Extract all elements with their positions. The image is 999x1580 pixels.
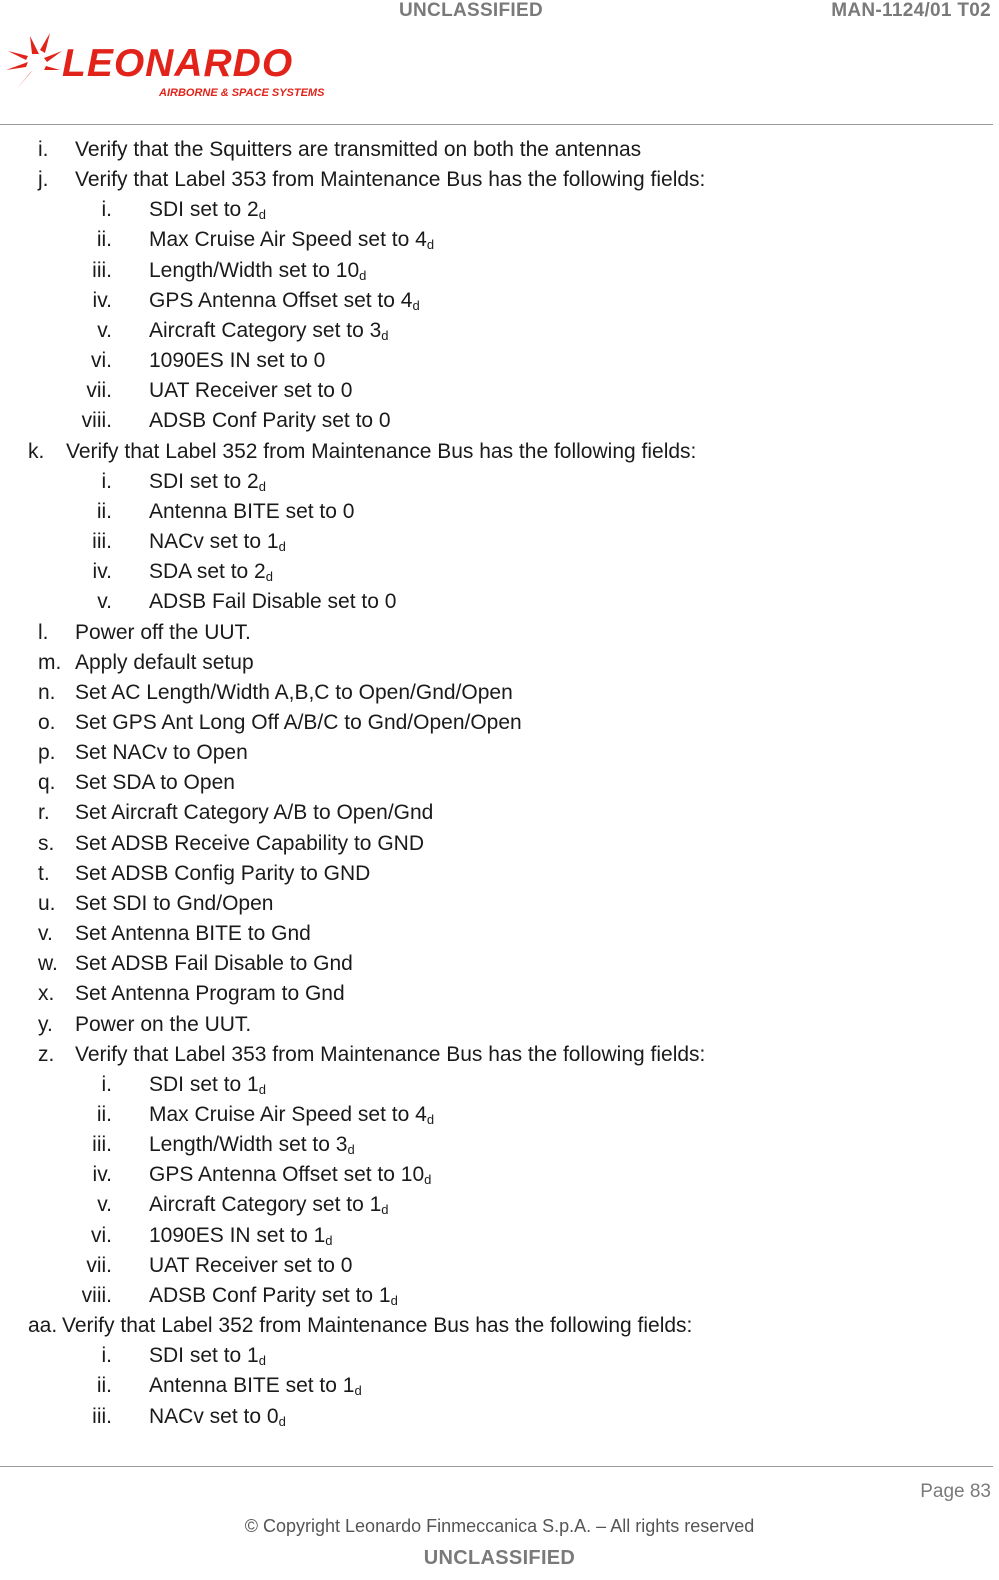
step-text: Set GPS Ant Long Off A/B/C to Gnd/Open/Open bbox=[75, 710, 522, 734]
leonardo-logo bbox=[2, 30, 332, 102]
substep-marker: vi. bbox=[91, 349, 112, 373]
step-l bbox=[0, 618, 993, 648]
substep bbox=[0, 1251, 993, 1281]
step-j bbox=[0, 165, 993, 195]
substep-marker: ii. bbox=[96, 228, 112, 252]
step-k bbox=[0, 437, 993, 467]
substep-marker: viii. bbox=[81, 1283, 112, 1307]
substep-marker: ii. bbox=[96, 1374, 112, 1398]
step-text: Set SDA to Open bbox=[75, 771, 235, 795]
substep-text: GPS Antenna Offset set to $4_d$ bbox=[149, 288, 420, 313]
substep-marker: iii. bbox=[92, 1404, 112, 1428]
substep-marker: v. bbox=[97, 590, 112, 614]
substep-text: Length/Width set to $10_d$ bbox=[149, 258, 367, 283]
substep-marker: iii. bbox=[92, 530, 112, 554]
substep bbox=[0, 467, 993, 497]
substep bbox=[0, 1100, 993, 1130]
substep-text: SDI set to $2_d$ bbox=[149, 198, 266, 223]
substep bbox=[0, 406, 993, 436]
step-marker: w. bbox=[38, 952, 58, 976]
substep-marker: v. bbox=[97, 318, 112, 342]
step-r bbox=[0, 798, 993, 828]
substep-marker: iv. bbox=[92, 288, 112, 312]
footer-classification: UNCLASSIFIED bbox=[423, 1547, 576, 1569]
step-y bbox=[0, 1010, 993, 1040]
substep bbox=[0, 557, 993, 587]
substep-marker: i. bbox=[101, 198, 112, 222]
substep bbox=[0, 1281, 993, 1311]
step-marker: x. bbox=[38, 982, 55, 1006]
substep-text: Aircraft Category set to $1_d$ bbox=[149, 1193, 389, 1218]
step-marker: i. bbox=[38, 138, 49, 161]
step-text: Set Antenna Program to Gnd bbox=[75, 982, 345, 1006]
step-text: Set ADSB Config Parity to GND bbox=[75, 861, 371, 885]
step-marker: r. bbox=[38, 801, 50, 825]
step-aa bbox=[0, 1311, 993, 1341]
substep-marker: iii. bbox=[92, 258, 112, 282]
substep-marker: vii. bbox=[86, 1253, 112, 1277]
step-marker: k. bbox=[28, 439, 45, 463]
procedure-steps bbox=[0, 135, 993, 1432]
step-marker: j. bbox=[38, 168, 49, 192]
step-marker: t. bbox=[38, 861, 50, 885]
substep-text: Length/Width set to $3_d$ bbox=[149, 1133, 355, 1158]
substep-text: Antenna BITE set to $1_d$ bbox=[149, 1374, 362, 1399]
step-marker: n. bbox=[38, 680, 56, 704]
step-n bbox=[0, 678, 993, 708]
substep bbox=[0, 376, 993, 406]
step-u bbox=[0, 889, 993, 919]
step-text: Verify that Label 352 from Maintenance Bus has the following fields: bbox=[66, 439, 697, 463]
step-text: Set SDI to Gnd/Open bbox=[75, 891, 274, 915]
step-x bbox=[0, 979, 993, 1009]
substep bbox=[0, 195, 993, 225]
step-marker: v. bbox=[38, 922, 53, 946]
footer-rule bbox=[0, 1466, 993, 1467]
step-text: Verify that Label 353 from Maintenance Bus has the following fields: bbox=[75, 168, 706, 192]
substep-marker: i. bbox=[101, 1072, 112, 1096]
substep bbox=[0, 256, 993, 286]
document-id: MAN-1124/01 T02 bbox=[831, 0, 991, 21]
step-text: Power off the UUT. bbox=[75, 620, 251, 644]
substep bbox=[0, 497, 993, 527]
substep-marker: i. bbox=[101, 1344, 112, 1368]
substep-text: 1090ES IN set to $1_d$ bbox=[149, 1223, 333, 1248]
substep-text: Max Cruise Air Speed set to $4_d$ bbox=[149, 1103, 435, 1127]
substep bbox=[0, 1190, 993, 1220]
substep-marker: iv. bbox=[92, 560, 112, 584]
step-text: Set ADSB Fail Disable to Gnd bbox=[75, 952, 353, 976]
substep bbox=[0, 1160, 993, 1190]
header-rule bbox=[0, 124, 993, 125]
step-text: Set NACv to Open bbox=[75, 741, 248, 765]
substep bbox=[0, 286, 993, 316]
substep bbox=[0, 1341, 993, 1371]
substep-text: GPS Antenna Offset set to $10_d$ bbox=[149, 1163, 432, 1188]
substep-text: ADSB Conf Parity set to 0 bbox=[149, 409, 391, 433]
step-q bbox=[0, 768, 993, 798]
substep-marker: v. bbox=[97, 1193, 112, 1217]
substep-marker: iii. bbox=[92, 1133, 112, 1157]
substep-text: SDI set to $2_d$ bbox=[149, 469, 266, 494]
substep bbox=[0, 587, 993, 617]
logo-wordmark: LEONARDO bbox=[62, 42, 294, 85]
substep-text: SDI set to $1_d$ bbox=[149, 1344, 266, 1369]
substep-text: ADSB Fail Disable set to 0 bbox=[149, 590, 397, 614]
substep bbox=[0, 1070, 993, 1100]
substep-text: Max Cruise Air Speed set to $4_d$ bbox=[149, 228, 435, 253]
substep bbox=[0, 527, 993, 557]
logo-tagline: AIRBORNE & SPACE SYSTEMS bbox=[159, 87, 325, 99]
step-marker: q. bbox=[38, 771, 56, 795]
substep bbox=[0, 316, 993, 346]
step-text: Set Aircraft Category A/B to Open/Gnd bbox=[75, 801, 434, 825]
step-text: Verify that the Squitters are transmitted on both the antennas bbox=[75, 138, 642, 161]
step-w bbox=[0, 949, 993, 979]
substep-marker: viii. bbox=[81, 409, 112, 433]
step-marker: aa. bbox=[28, 1314, 58, 1338]
step-marker: l. bbox=[38, 620, 49, 644]
step-s bbox=[0, 829, 993, 859]
logo-star-icon bbox=[6, 33, 62, 90]
step-p bbox=[0, 738, 993, 768]
step-v bbox=[0, 919, 993, 949]
substep-text: NACv set to $1_d$ bbox=[149, 530, 286, 555]
step-m bbox=[0, 648, 993, 678]
step-marker: z. bbox=[38, 1042, 55, 1066]
substep-text: 1090ES IN set to 0 bbox=[149, 349, 326, 373]
header-classification: UNCLASSIFIED bbox=[399, 0, 543, 21]
substep-marker: ii. bbox=[96, 499, 112, 523]
step-z bbox=[0, 1040, 993, 1070]
substep bbox=[0, 1221, 993, 1251]
substep bbox=[0, 1371, 993, 1401]
step-text: Set Antenna BITE to Gnd bbox=[75, 922, 311, 946]
substep-text: SDI set to $1_d$ bbox=[149, 1072, 266, 1097]
substep bbox=[0, 1402, 993, 1432]
page-number: Page 83 bbox=[920, 1481, 991, 1502]
substep-text: UAT Receiver set to 0 bbox=[149, 379, 353, 403]
substep-marker: vi. bbox=[91, 1223, 112, 1247]
substep bbox=[0, 346, 993, 376]
step-t bbox=[0, 859, 993, 889]
substep-text: SDA set to $2_d$ bbox=[149, 560, 273, 585]
step-text: Set AC Length/Width A,B,C to Open/Gnd/Open bbox=[75, 680, 513, 704]
step-text: Set ADSB Receive Capability to GND bbox=[75, 831, 424, 855]
step-marker: p. bbox=[38, 741, 56, 765]
substep-text: NACv set to $0_d$ bbox=[149, 1404, 286, 1429]
step-o bbox=[0, 708, 993, 738]
step-text: Apply default setup bbox=[75, 650, 254, 674]
step-text: Verify that Label 353 from Maintenance Bus has the following fields: bbox=[75, 1042, 706, 1066]
substep-marker: i. bbox=[101, 469, 112, 493]
substep bbox=[0, 225, 993, 255]
step-text: Power on the UUT. bbox=[75, 1012, 252, 1036]
substep bbox=[0, 1130, 993, 1160]
step-marker: s. bbox=[38, 831, 55, 855]
substep-marker: ii. bbox=[96, 1103, 112, 1126]
substep-text: UAT Receiver set to 0 bbox=[149, 1253, 353, 1277]
copyright-notice: © Copyright Leonardo Finmeccanica S.p.A. – All rights reserved bbox=[244, 1516, 755, 1536]
step-marker: y. bbox=[38, 1012, 53, 1036]
substep-text: ADSB Conf Parity set to $1_d$ bbox=[149, 1283, 398, 1308]
step-marker: m. bbox=[38, 650, 62, 674]
step-text: Verify that Label 352 from Maintenance Bus has the following fields: bbox=[62, 1314, 693, 1338]
step-marker: u. bbox=[38, 891, 56, 915]
substep-text: Aircraft Category set to $3_d$ bbox=[149, 318, 389, 343]
substep-marker: iv. bbox=[92, 1163, 112, 1187]
substep-marker: vii. bbox=[86, 379, 112, 403]
substep-text: Antenna BITE set to 0 bbox=[149, 499, 355, 523]
step-marker: o. bbox=[38, 710, 56, 734]
step-i bbox=[0, 135, 993, 165]
